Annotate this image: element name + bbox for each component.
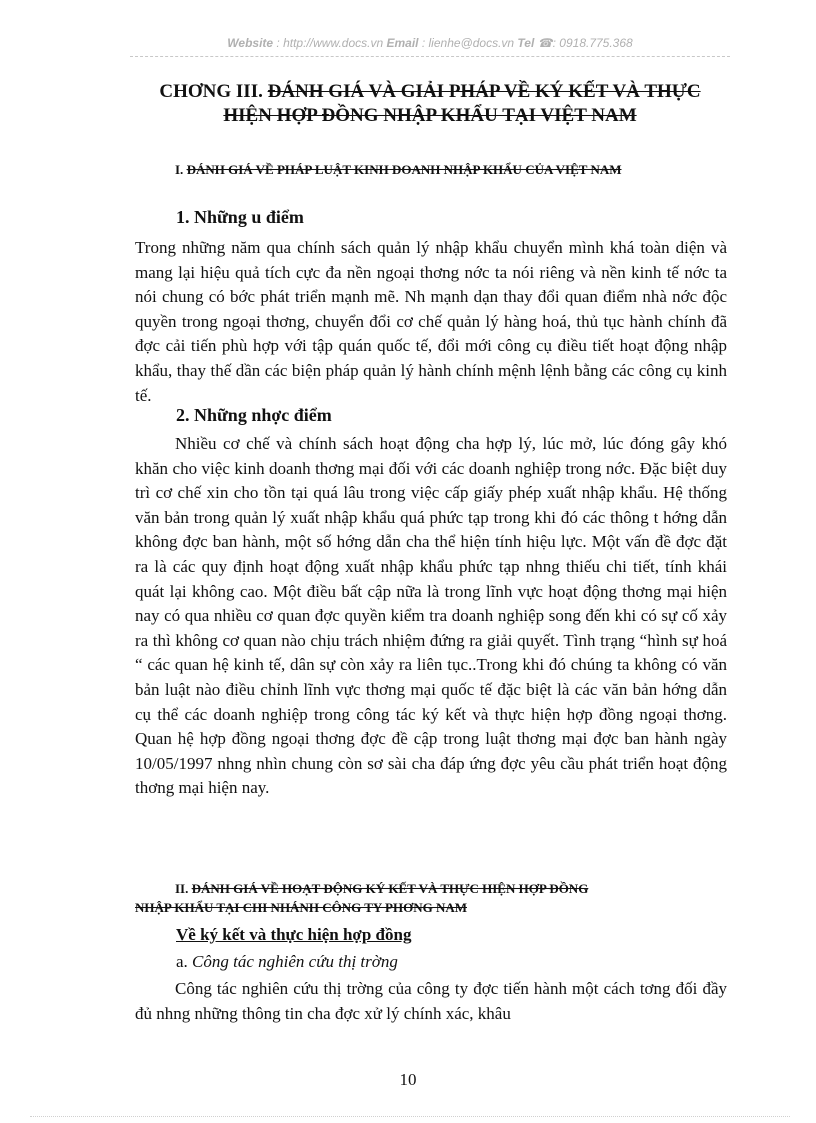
page-number: 10 — [399, 1070, 417, 1089]
section-2-number: II. — [175, 881, 189, 896]
disadvantages-heading: 2. Những nhợc điểm — [176, 405, 332, 425]
advantages-heading: 1. Những u điểm — [176, 207, 304, 227]
item-a-title: Công tác nghiên cứu thị trờng — [192, 952, 398, 971]
phone-icon: ☎ — [537, 36, 553, 50]
item-a-heading — [176, 952, 398, 972]
chapter-prefix: CHƠNG III. — [159, 81, 263, 102]
section-2-heading-line2 — [135, 900, 467, 916]
section-2-heading — [175, 878, 735, 899]
section-2-title-line1: ĐÁNH GIÁ VỀ HOẠT ĐỘNG KÝ KẾT VÀ THỰC HIỆN HỢP ĐỒNG — [191, 881, 589, 896]
contract-subheading: Về ký kết và thực hiện hợp đồng — [176, 925, 412, 944]
section-1-number: I. — [175, 162, 184, 177]
email-label: Email — [386, 36, 419, 50]
website-url: : http://www.docs.vn — [276, 36, 384, 50]
tel-number: : 0918.775.368 — [552, 36, 633, 50]
section-2-title-line2: NHẬP KHẨU TẠI CHI NHÁNH CÔNG TY PHƠNG NAM — [135, 900, 467, 915]
footer-divider — [30, 1116, 790, 1117]
disadvantages-paragraph: Nhiều cơ chế và chính sách hoạt động cha hợp lý, lúc mở, lúc đóng gây khó khăn cho việc kinh doanh thơng mại đối với các doanh nghiệp trong nớc. Đặc biệt duy trì cơ chế xin cho tồn tại quá lâu trong việc cấp giấy phép xuất nhập khẩu. Hệ thống văn bản trong quản lý xuất nhập khẩu quá phức tạp trong khi đó các thông t hớng dẫn không đợc ban hành, một số hớng dẫn cha thể hiện tính hiệu lực. Một vấn đề đợc đặt ra là các quy định hoạt động xuất nhập khẩu phức tạp nhng thiếu chi tiết, tính khái quát lại không cao. Một điều bất cập nữa là trong lĩnh vực hoạt động thơng mại hiện nay có qua nhiều cơ quan đợc quyền kiểm tra doanh nghiệp song đến khi có sự cố xảy ra thì không cơ quan nào chịu trách nhiệm đứng ra giải quyết. Tình trạng “hình sự hoá “ các quan hệ kinh tế, dân sự còn xảy ra liên tục..Trong khi đó chúng ta không có văn bản luật nào điều chỉnh lĩnh vực thơng mại quốc tế đặc biệt là các văn bản hớng dẫn cụ thể các doanh nghiệp trong công tác ký kết và thực hiện hợp đồng ngoại thơng. Quan hệ hợp đồng ngoại thơng đợc đề cập trong luật thơng mại đợc ban hành ngày 10/05/1997 nhng nhìn chung còn sơ sài cha đáp ứng đợc yêu cầu phát triển hoạt động thơng mại hiện nay. — [135, 434, 727, 798]
header-divider — [130, 56, 730, 57]
chapter-title-line1: ĐÁNH GIÁ VÀ GIẢI PHÁP VỀ KÝ KẾT VÀ THỰC — [267, 81, 701, 102]
page-header — [130, 36, 730, 58]
website-label: Website — [227, 36, 274, 50]
market-research-paragraph: Công tác nghiên cứu thị trờng của công ty đợc tiến hành một cách tơng đối đầy đủ nhng những thông tin cha đợc xử lý chính xác, khâu — [135, 979, 727, 1023]
email-address: : lienhe@docs.vn — [421, 36, 515, 50]
section-1-heading — [175, 162, 622, 178]
section-1-title: ĐÁNH GIÁ VỀ PHÁP LUẬT KINH DOANH NHẬP KHẨU CỦA VIỆT NAM — [186, 162, 622, 177]
chapter-title — [120, 80, 740, 128]
item-a-label: a. — [176, 952, 188, 971]
chapter-title-line2: HIỆN HỢP ĐỒNG NHẬP KHẨU TẠI VIỆT NAM — [223, 105, 637, 126]
tel-label: Tel — [517, 36, 535, 50]
advantages-paragraph: Trong những năm qua chính sách quản lý nhập khẩu chuyển mình khá toàn diện và mang lại hiệu quả tích cực đa nền ngoại thơng nớc ta nói riêng và nền kinh tế nớc ta nói chung có bớc phát triển mạnh mẽ. Nh mạnh dạn thay đổi quan điểm nhà nớc độc quyền trong ngoại thơng, chuyển đổi cơ chế quản lý hàng hoá, thủ tục hành chính đã đợc cải tiến phù hợp với tập quán quốc tế, đổi mới công cụ điều tiết hoạt động nhập khẩu, thay thế dần các biện pháp quản lý hành chính mệnh lệnh bằng các công cụ kinh tế. — [135, 238, 727, 405]
